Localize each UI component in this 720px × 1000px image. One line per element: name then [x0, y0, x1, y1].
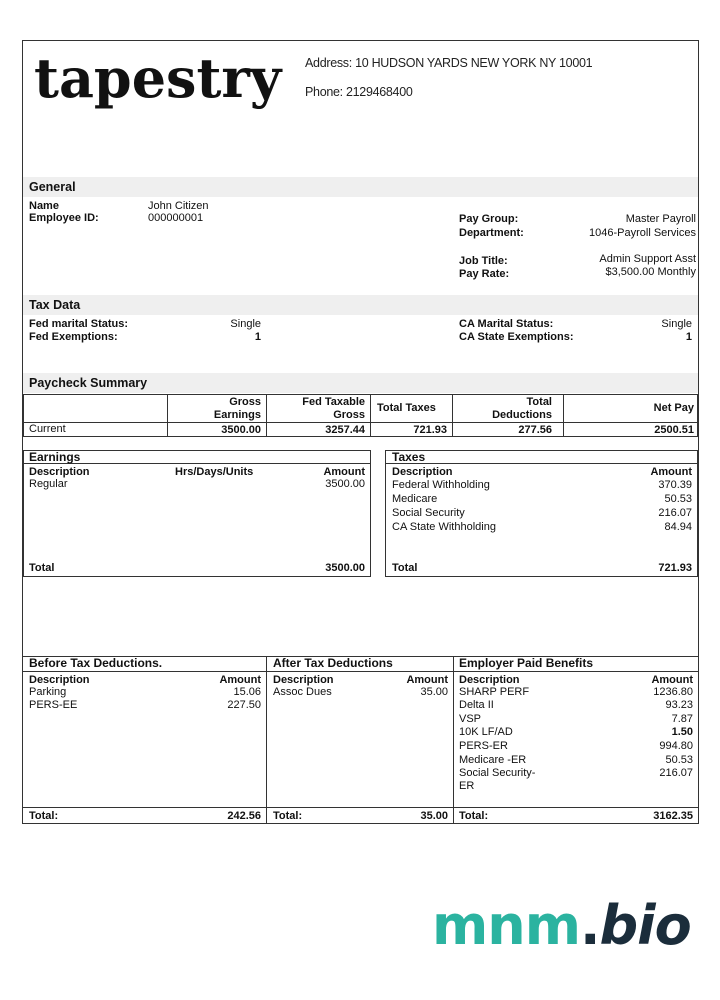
- employer-benefit-desc: ER: [459, 780, 475, 792]
- name-label: Name: [29, 200, 59, 212]
- taxes-item-amount: 370.39: [658, 479, 692, 491]
- ca-marital-label: CA Marital Status:: [459, 318, 554, 330]
- employer-benefits-col-description: Description: [459, 674, 520, 686]
- earnings-total-label: Total: [29, 562, 55, 574]
- fed-marital-label: Fed marital Status:: [29, 318, 129, 330]
- before-tax-item-desc: PERS-EE: [29, 699, 78, 711]
- employee-id-value: 000000001: [148, 212, 204, 224]
- ca-exemptions-value: 1: [685, 331, 692, 343]
- fed-exemptions-value: 1: [254, 331, 261, 343]
- before-tax-col-amount: Amount: [219, 674, 261, 686]
- taxes-item-desc: Medicare: [392, 493, 438, 505]
- job-title-value: Admin Support Asst: [599, 253, 696, 265]
- taxes-item-amount: 216.07: [658, 507, 692, 519]
- taxes-col-description: Description: [392, 466, 453, 478]
- earnings-col-amount: Amount: [323, 466, 365, 478]
- taxes-col-amount: Amount: [650, 466, 692, 478]
- after-tax-col-amount: Amount: [406, 674, 448, 686]
- watermark-logo: mnm.bio: [432, 894, 691, 957]
- employer-benefits-col-amount: Amount: [651, 674, 693, 686]
- employer-benefit-amount: 1236.80: [653, 686, 693, 698]
- pay-rate-label: Pay Rate:: [459, 268, 510, 280]
- col-total-deductions-1: Total: [526, 396, 552, 408]
- employee-id-label: Employee ID:: [29, 212, 99, 224]
- summary-net-pay: 2500.51: [654, 424, 694, 436]
- before-tax-col-description: Description: [29, 674, 90, 686]
- summary-total-deductions: 277.56: [518, 424, 552, 436]
- employer-benefit-amount: 7.87: [671, 713, 693, 725]
- company-phone: Phone: 2129468400: [305, 85, 413, 99]
- taxes-item-desc: Federal Withholding: [392, 479, 490, 491]
- employer-benefits-total: 3162.35: [653, 810, 693, 822]
- col-fed-taxable-2: Gross: [333, 409, 365, 421]
- taxes-total: 721.93: [658, 562, 692, 574]
- summary-gross: 3500.00: [221, 424, 261, 436]
- section-paycheck-summary: Paycheck Summary: [23, 373, 698, 393]
- fed-marital-value: Single: [230, 318, 261, 330]
- earnings-item-amount: 3500.00: [325, 478, 365, 490]
- pay-group-value: Master Payroll: [625, 213, 696, 225]
- department-value: 1046-Payroll Services: [589, 227, 696, 239]
- company-address: Address: 10 HUDSON YARDS NEW YORK NY 10001: [305, 56, 593, 70]
- employer-benefit-desc: SHARP PERF: [459, 686, 530, 698]
- pay-rate-value: $3,500.00 Monthly: [605, 266, 696, 278]
- company-logo: tapestry: [34, 46, 282, 110]
- col-net-pay: Net Pay: [653, 402, 694, 414]
- employer-benefit-desc: PERS-ER: [459, 740, 508, 752]
- employer-benefit-amount: 93.23: [665, 699, 693, 711]
- summary-total-taxes: 721.93: [413, 424, 447, 436]
- employer-benefit-desc: VSP: [459, 713, 482, 725]
- section-tax-data: Tax Data: [23, 295, 698, 315]
- col-fed-taxable-1: Fed Taxable: [302, 396, 365, 408]
- employer-benefit-amount: 50.53: [665, 754, 693, 766]
- name-value: John Citizen: [148, 200, 209, 212]
- col-total-taxes: Total Taxes: [377, 402, 436, 414]
- before-tax-item-amount: 227.50: [227, 699, 261, 711]
- taxes-title: Taxes: [392, 450, 426, 464]
- employer-benefits-total-label: Total:: [459, 810, 489, 822]
- employer-benefits-title: Employer Paid Benefits: [459, 656, 594, 670]
- department-label: Department:: [459, 227, 524, 239]
- earnings-title: Earnings: [29, 450, 81, 464]
- employer-benefit-amount: 216.07: [659, 767, 693, 779]
- after-tax-col-description: Description: [273, 674, 334, 686]
- taxes-item-desc: Social Security: [392, 507, 465, 519]
- before-tax-title: Before Tax Deductions.: [29, 656, 163, 670]
- employer-benefit-desc: Medicare -ER: [459, 754, 527, 766]
- after-tax-title: After Tax Deductions: [273, 656, 393, 670]
- after-tax-total: 35.00: [420, 810, 448, 822]
- employer-benefit-amount: 1.50: [671, 726, 693, 738]
- employer-benefit-desc: Delta II: [459, 699, 494, 711]
- employer-benefit-amount: 994.80: [659, 740, 693, 752]
- earnings-item-desc: Regular: [29, 478, 68, 490]
- ca-exemptions-label: CA State Exemptions:: [459, 331, 574, 343]
- taxes-item-amount: 84.94: [664, 521, 692, 533]
- employer-benefit-desc: 10K LF/AD: [459, 726, 513, 738]
- earnings-col-hrs: Hrs/Days/Units: [175, 466, 254, 478]
- after-tax-total-label: Total:: [273, 810, 303, 822]
- employer-benefit-desc: Social Security-: [459, 767, 536, 779]
- pay-group-label: Pay Group:: [459, 213, 519, 225]
- taxes-item-amount: 50.53: [664, 493, 692, 505]
- before-tax-item-amount: 15.06: [233, 686, 261, 698]
- section-general: General: [23, 177, 698, 197]
- fed-exemptions-label: Fed Exemptions:: [29, 331, 118, 343]
- after-tax-item-amount: 35.00: [420, 686, 448, 698]
- before-tax-total-label: Total:: [29, 810, 59, 822]
- earnings-col-description: Description: [29, 466, 90, 478]
- col-gross-1: Gross: [229, 396, 261, 408]
- before-tax-total: 242.56: [227, 810, 261, 822]
- after-tax-item-desc: Assoc Dues: [273, 686, 332, 698]
- col-gross-2: Earnings: [213, 409, 261, 421]
- summary-fed-taxable: 3257.44: [325, 424, 365, 436]
- col-total-deductions-2: Deductions: [492, 409, 552, 421]
- summary-row-label: Current: [29, 423, 66, 435]
- taxes-total-label: Total: [392, 562, 418, 574]
- ca-marital-value: Single: [661, 318, 692, 330]
- earnings-total: 3500.00: [325, 562, 365, 574]
- job-title-label: Job Title:: [459, 255, 508, 267]
- taxes-item-desc: CA State Withholding: [392, 521, 496, 533]
- before-tax-item-desc: Parking: [29, 686, 67, 698]
